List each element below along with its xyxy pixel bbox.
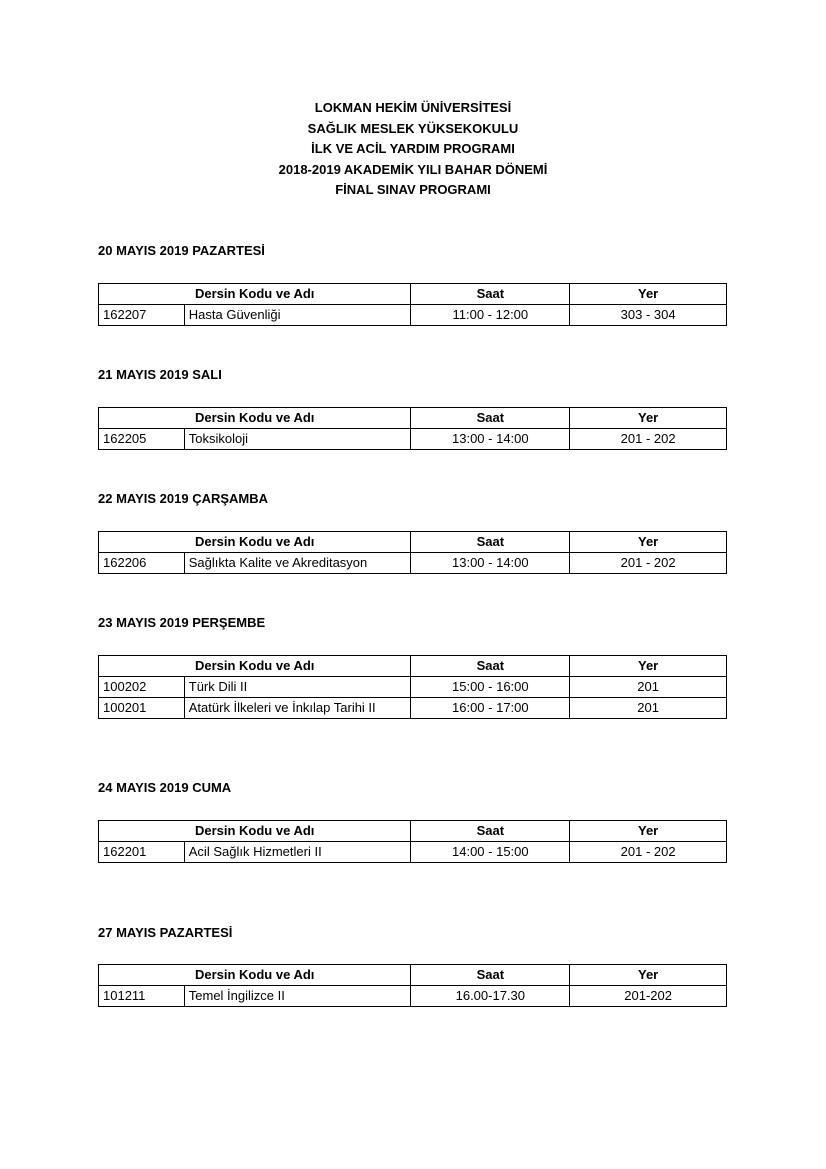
exam-table <box>98 407 727 450</box>
exam-time: 13:00 - 14:00 <box>411 553 570 574</box>
exam-room: 201-202 <box>570 986 727 1007</box>
time-column-header: Saat <box>411 408 570 429</box>
table-header-row <box>99 284 727 305</box>
table-header-row <box>99 965 727 986</box>
course-name: Sağlıkta Kalite ve Akreditasyon <box>184 553 411 574</box>
course-code: 101211 <box>99 986 185 1007</box>
exam-room: 201 - 202 <box>570 429 727 450</box>
table-header-row <box>99 821 727 842</box>
exam-room: 303 - 304 <box>570 305 727 326</box>
exam-time: 16:00 - 17:00 <box>411 698 570 719</box>
room-column-header: Yer <box>570 284 727 305</box>
day-title: 27 MAYIS PAZARTESİ <box>98 925 233 940</box>
course-name: Temel İngilizce II <box>184 986 411 1007</box>
course-code: 100201 <box>99 698 185 719</box>
table-row <box>99 553 727 574</box>
course-column-header: Dersin Kodu ve Adı <box>99 965 411 986</box>
table-row <box>99 986 727 1007</box>
time-column-header: Saat <box>411 821 570 842</box>
course-column-header: Dersin Kodu ve Adı <box>99 284 411 305</box>
day-title: 23 MAYIS 2019 PERŞEMBE <box>98 615 266 630</box>
room-column-header: Yer <box>570 408 727 429</box>
exam-table <box>98 964 727 1007</box>
course-column-header: Dersin Kodu ve Adı <box>99 408 411 429</box>
program-name: İLK VE ACİL YARDIM PROGRAMI <box>311 141 515 156</box>
course-code: 162206 <box>99 553 185 574</box>
course-name: Atatürk İlkeleri ve İnkılap Tarihi II <box>184 698 411 719</box>
exam-time: 11:00 - 12:00 <box>411 305 570 326</box>
school-name: SAĞLIK MESLEK YÜKSEKOKULU <box>307 120 519 136</box>
exam-time: 14:00 - 15:00 <box>411 842 570 863</box>
table-row <box>99 698 727 719</box>
exam-time: 16.00-17.30 <box>411 986 570 1007</box>
table-row <box>99 429 727 450</box>
exam-table <box>98 531 727 574</box>
document-header <box>0 98 826 201</box>
table-header-row <box>99 408 727 429</box>
table-header-row <box>99 656 727 677</box>
time-column-header: Saat <box>411 965 570 986</box>
exam-room: 201 - 202 <box>570 553 727 574</box>
exam-table <box>98 655 727 719</box>
course-name: Hasta Güvenliği <box>184 305 411 326</box>
course-column-header: Dersin Kodu ve Adı <box>99 821 411 842</box>
table-row <box>99 305 727 326</box>
room-column-header: Yer <box>570 965 727 986</box>
course-column-header: Dersin Kodu ve Adı <box>99 532 411 553</box>
course-name: Türk Dili II <box>184 677 411 698</box>
day-title: 22 MAYIS 2019 ÇARŞAMBA <box>98 491 269 506</box>
exam-room: 201 <box>570 677 727 698</box>
exam-room: 201 - 202 <box>570 842 727 863</box>
room-column-header: Yer <box>570 532 727 553</box>
table-header-row <box>99 532 727 553</box>
time-column-header: Saat <box>411 656 570 677</box>
course-code: 162201 <box>99 842 185 863</box>
course-code: 162207 <box>99 305 185 326</box>
course-column-header: Dersin Kodu ve Adı <box>99 656 411 677</box>
table-row <box>99 677 727 698</box>
course-name: Acil Sağlık Hizmetleri II <box>184 842 411 863</box>
academic-term: 2018-2019 AKADEMİK YILI BAHAR DÖNEMİ <box>278 161 548 177</box>
exam-table <box>98 283 727 326</box>
day-title: 24 MAYIS 2019 CUMA <box>98 780 232 795</box>
university-name: LOKMAN HEKİM ÜNİVERSİTESİ <box>314 100 512 115</box>
time-column-header: Saat <box>411 532 570 553</box>
course-code: 100202 <box>99 677 185 698</box>
table-row <box>99 842 727 863</box>
day-title: 20 MAYIS 2019 PAZARTESİ <box>98 243 265 258</box>
document-title: FİNAL SINAV PROGRAMI <box>335 182 491 197</box>
time-column-header: Saat <box>411 284 570 305</box>
exam-room: 201 <box>570 698 727 719</box>
exam-table <box>98 820 727 863</box>
exam-time: 15:00 - 16:00 <box>411 677 570 698</box>
room-column-header: Yer <box>570 821 727 842</box>
day-title: 21 MAYIS 2019 SALI <box>98 367 222 382</box>
course-code: 162205 <box>99 429 185 450</box>
exam-time: 13:00 - 14:00 <box>411 429 570 450</box>
room-column-header: Yer <box>570 656 727 677</box>
course-name: Toksikoloji <box>184 429 411 450</box>
